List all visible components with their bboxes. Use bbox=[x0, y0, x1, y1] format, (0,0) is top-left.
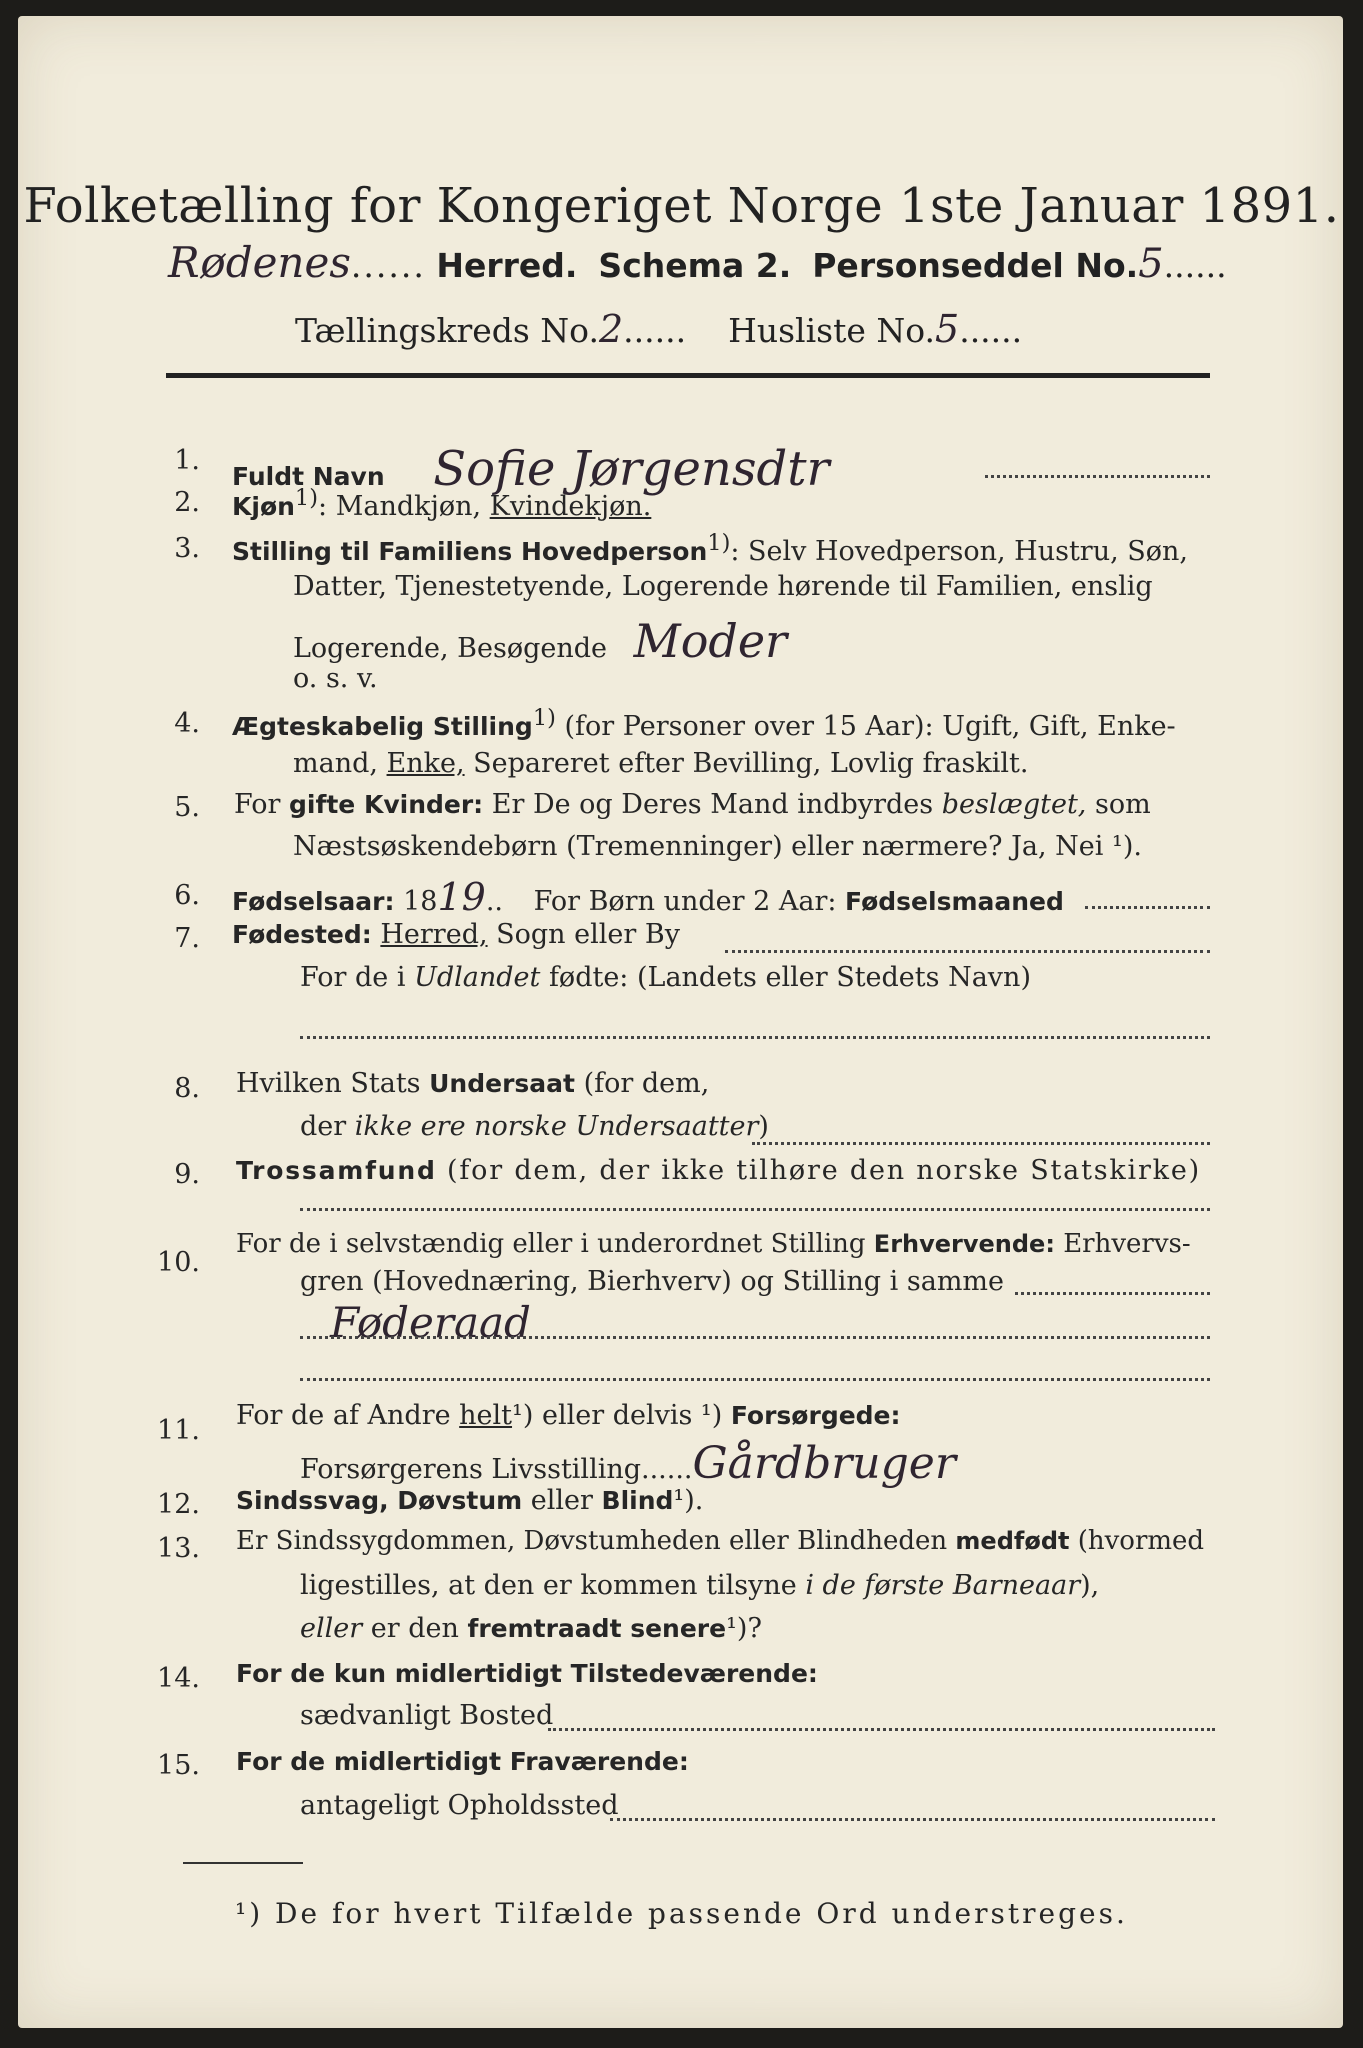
item-3-sup: 1) bbox=[707, 530, 731, 556]
item-13-text3a: eller bbox=[300, 1613, 363, 1644]
birth-year-value: 19 bbox=[437, 875, 486, 919]
birth-year-prefix: 18 bbox=[403, 886, 438, 917]
item-13-text2b: ), bbox=[1080, 1570, 1100, 1601]
item-10-dots2 bbox=[300, 1336, 1210, 1339]
item-3-line4: o. s. v. bbox=[293, 663, 378, 694]
item-4-line1 bbox=[232, 705, 1176, 742]
item-4-underlined: Enke, bbox=[386, 748, 465, 779]
item-8-italic: ikke ere norske Undersaatter bbox=[354, 1111, 759, 1142]
item-7-text2b: fødte: (Landets eller Stedets Navn) bbox=[540, 962, 1031, 993]
item-8-text2a: der bbox=[300, 1111, 355, 1142]
item-7-text2a: For de i bbox=[300, 962, 415, 993]
item-6-text: For Børn under 2 Aar: bbox=[533, 886, 846, 917]
item-5-label: gifte Kvinder: bbox=[289, 790, 484, 819]
item-10-line1 bbox=[236, 1229, 1191, 1259]
item-13-text1a: Er Sindssygdommen, Døvstumheden eller Blindheden bbox=[236, 1526, 956, 1556]
item-13-text3c: ¹)? bbox=[726, 1613, 762, 1644]
item-7-line2 bbox=[300, 962, 1031, 993]
item-15-line1 bbox=[236, 1746, 689, 1777]
item-11-text2: Forsørgerens Livsstilling bbox=[300, 1454, 642, 1485]
item-10-text1a: For de i selvstændig eller i underordnet Stilling bbox=[236, 1229, 874, 1259]
item-3-text1: : Selv Hovedperson, Hustru, Søn, bbox=[730, 536, 1188, 567]
item-7-dots bbox=[725, 950, 1210, 953]
item-6-label2: Fødselsmaaned bbox=[845, 887, 1064, 916]
item-7-dots2 bbox=[300, 1036, 1210, 1039]
item-3-line1 bbox=[232, 530, 1188, 567]
item-4-label: Ægteskabelig Stilling bbox=[232, 712, 533, 741]
item-4-text1: (for Personer over 15 Aar): Ugift, Gift, Enke- bbox=[555, 711, 1176, 742]
item-10-line2: gren (Hovednæring, Bierhverv) og Stilling i samme bbox=[300, 1266, 1005, 1297]
item-11-text1b: ¹) eller delvis ¹) bbox=[512, 1400, 731, 1431]
item-11-number: 11. bbox=[157, 1415, 200, 1446]
item-2-text: : Mandkjøn, bbox=[318, 491, 490, 522]
item-15-line2: antageligt Opholdssted bbox=[300, 1790, 619, 1821]
item-3-line2: Datter, Tjenestetyende, Logerende hørende til Familien, enslig bbox=[293, 571, 1153, 602]
item-11-underlined: helt bbox=[459, 1400, 513, 1431]
item-5-line1 bbox=[234, 789, 1151, 820]
item-13-number: 13. bbox=[157, 1533, 200, 1564]
item-3-label: Stilling til Familiens Hovedperson bbox=[232, 537, 708, 566]
item-7-text: Sogn eller By bbox=[487, 919, 680, 950]
forsorger-value: Gårdbruger bbox=[692, 1438, 956, 1489]
footnote-rule bbox=[183, 1862, 303, 1864]
item-6-label: Fødselsaar: bbox=[232, 887, 395, 916]
footnote: ¹) De for hvert Tilfælde passende Ord understreges. bbox=[235, 1897, 1128, 1930]
item-13-text2a: ligestilles, at den er kommen tilsyne bbox=[300, 1570, 806, 1601]
form-title: Folketælling for Kongeriget Norge 1ste Januar 1891. bbox=[23, 178, 1340, 234]
herred-label: Herred. bbox=[436, 246, 578, 285]
item-4-text2b: Separeret efter Bevilling, Lovlig fraskilt. bbox=[464, 748, 1029, 779]
taellingskreds-label: Tællingskreds No. bbox=[295, 311, 599, 350]
item-13-line1 bbox=[236, 1526, 1204, 1556]
schema-label: Schema 2. bbox=[598, 246, 792, 285]
item-2 bbox=[232, 485, 651, 522]
item-12-label: Sindssvag, Døvstum bbox=[236, 1486, 523, 1515]
item-13-italic: i de første Barneaar bbox=[805, 1570, 1081, 1601]
item-3-line3 bbox=[293, 614, 787, 668]
item-7-label: Fødested: bbox=[232, 920, 372, 949]
item-15-label: For de midlertidigt Fraværende: bbox=[236, 1747, 689, 1776]
header-rule bbox=[166, 373, 1210, 378]
item-10-text1b: Erhvervs- bbox=[1054, 1229, 1191, 1259]
item-11-line2: Forsørgerens Livsstilling......Gårdbruger bbox=[300, 1438, 956, 1489]
item-4-text2a: mand, bbox=[293, 748, 387, 779]
taellingskreds-line: Tællingskreds No.2...... Husliste No.5...... bbox=[295, 307, 1023, 351]
item-12-mid: eller bbox=[522, 1485, 602, 1516]
item-2-sup: 1) bbox=[294, 485, 319, 511]
item-13-line3 bbox=[300, 1613, 762, 1644]
item-9-line1 bbox=[236, 1155, 1201, 1186]
item-3-number: 3. bbox=[174, 533, 200, 564]
item-8-label: Undersaat bbox=[429, 1069, 575, 1098]
stilling-value: Moder bbox=[633, 614, 788, 668]
item-1-number: 1. bbox=[174, 445, 200, 476]
herred-name: Rødenes bbox=[168, 238, 351, 287]
taellingskreds-number: 2 bbox=[598, 307, 624, 351]
item-1-dots bbox=[985, 475, 1210, 478]
item-7-number: 7. bbox=[174, 923, 200, 954]
item-10-label: Erhvervende: bbox=[873, 1230, 1055, 1258]
item-10-line3 bbox=[300, 1298, 531, 1347]
item-13-line2 bbox=[300, 1570, 1099, 1601]
item-12-end: ¹). bbox=[673, 1485, 704, 1516]
item-4-line2 bbox=[293, 748, 1028, 779]
herred-line: Rødenes...... Herred. Schema 2. Personseddel No.5...... bbox=[168, 238, 1227, 287]
item-7-line1 bbox=[232, 919, 680, 950]
item-10-dots bbox=[1015, 1292, 1210, 1295]
item-14-line2: sædvanligt Bosted bbox=[300, 1700, 554, 1731]
item-5-text1: Er De og Deres Mand indbyrdes bbox=[483, 789, 942, 820]
item-10-dots3 bbox=[300, 1378, 1210, 1381]
item-6-number: 6. bbox=[174, 880, 200, 911]
item-5-pre: For bbox=[234, 789, 290, 820]
husliste-label: Husliste No. bbox=[728, 311, 936, 350]
item-11-line1 bbox=[236, 1400, 901, 1431]
item-6: Fødselsaar: 1819.. For Børn under 2 Aar: Fødselsmaaned bbox=[232, 875, 1064, 919]
item-8-number: 8. bbox=[174, 1073, 200, 1104]
item-5-number: 5. bbox=[174, 792, 200, 823]
item-14-dots bbox=[548, 1728, 1215, 1731]
item-14-line1 bbox=[236, 1658, 818, 1689]
item-5-line2: Næstsøskendebørn (Tremenninger) eller nærmere? Ja, Nei ¹). bbox=[293, 831, 1142, 862]
item-9-label: Trossamfund bbox=[236, 1156, 437, 1185]
item-8-dots bbox=[752, 1142, 1210, 1145]
item-9-number: 9. bbox=[174, 1159, 200, 1190]
item-12-number: 12. bbox=[157, 1489, 200, 1520]
item-5-italic: beslægtet, bbox=[941, 789, 1087, 820]
husliste-number: 5 bbox=[935, 307, 960, 351]
item-7-italic: Udlandet bbox=[414, 962, 541, 993]
item-3-text3: Logerende, Besøgende bbox=[293, 633, 607, 664]
item-13-text3b: er den bbox=[362, 1613, 468, 1644]
item-15-number: 15. bbox=[157, 1750, 200, 1781]
item-11-label: Forsørgede: bbox=[730, 1401, 901, 1430]
item-13-label: medfødt bbox=[955, 1527, 1070, 1555]
item-11-text1a: For de af Andre bbox=[236, 1400, 460, 1431]
item-1-label: Fuldt Navn bbox=[232, 462, 385, 491]
item-7-underlined: Herred, bbox=[380, 919, 488, 950]
item-2-number: 2. bbox=[174, 487, 200, 518]
item-9-text: (for dem, der ikke tilhøre den norske Statskirke) bbox=[436, 1155, 1201, 1186]
item-5-text1b: som bbox=[1086, 789, 1151, 820]
personseddel-label: Personseddel No. bbox=[812, 246, 1139, 285]
personseddel-number: 5 bbox=[1138, 241, 1164, 287]
item-10-number: 10. bbox=[157, 1247, 200, 1278]
item-13-label2: fremtraadt senere bbox=[467, 1614, 727, 1643]
item-2-underlined: Kvindekjøn. bbox=[489, 491, 652, 522]
item-13-text1b: (hvormed bbox=[1069, 1526, 1205, 1556]
item-4-number: 4. bbox=[174, 708, 200, 739]
item-8-line2 bbox=[300, 1111, 769, 1142]
item-14-label: For de kun midlertidigt Tilstedeværende: bbox=[236, 1659, 818, 1688]
item-8-text1a: Hvilken Stats bbox=[236, 1068, 430, 1099]
item-8-text1b: (for dem, bbox=[574, 1068, 710, 1099]
item-12-label2: Blind bbox=[601, 1486, 674, 1515]
full-name-value: Sofie Jørgensdtr bbox=[433, 441, 830, 497]
item-15-dots bbox=[610, 1818, 1215, 1821]
item-4-sup: 1) bbox=[532, 705, 556, 731]
item-6-dots bbox=[1085, 906, 1210, 909]
item-2-label: Kjøn bbox=[232, 492, 295, 521]
item-8-line1 bbox=[236, 1068, 709, 1099]
item-12 bbox=[236, 1485, 703, 1516]
erhverv-value: Føderaad bbox=[330, 1298, 531, 1347]
item-14-number: 14. bbox=[157, 1663, 200, 1694]
item-9-dots bbox=[300, 1208, 1210, 1211]
item-8-text2b: ) bbox=[758, 1111, 769, 1142]
